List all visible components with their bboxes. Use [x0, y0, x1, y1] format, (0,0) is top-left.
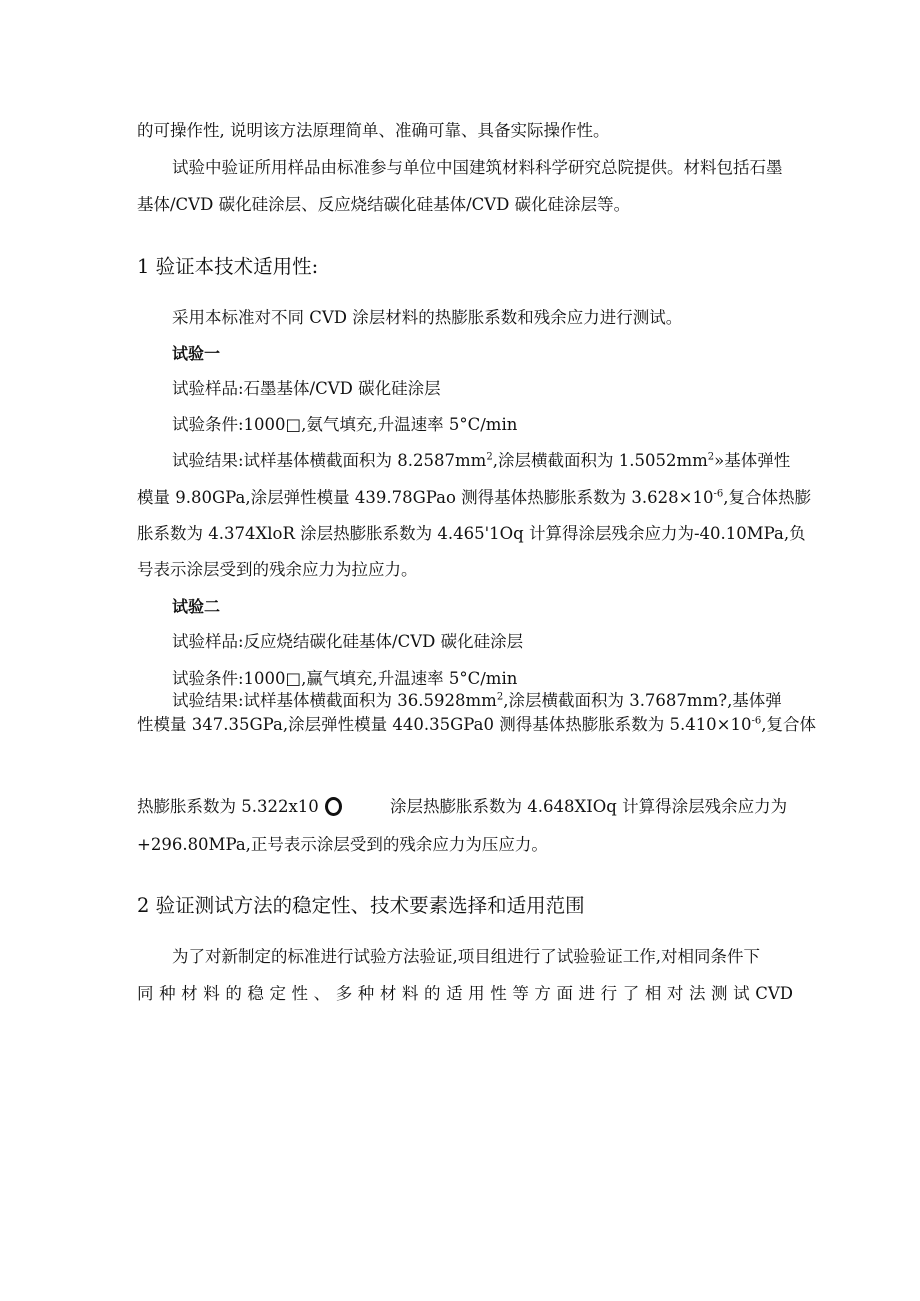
test-1-result-line [172, 450, 790, 472]
text-run: ,涂层横截面积为 3.7687mm?,基体弹 [503, 691, 782, 710]
test-2-result-line: 涂层热膨胀系数为 4.648XIOq 计算得涂层残余应力为 [390, 797, 788, 816]
text-run: ,涂层横截面积为 1.5052mm [492, 451, 708, 470]
paragraph-line: 采用本标准对不同 CVD 涂层材料的热膨胀系数和残余应力进行测试。 [172, 308, 683, 327]
section-heading-1: 1 验证本技术适用性: [137, 255, 319, 278]
paragraph-line: 的可操作性, 说明该方法原理简单、准确可靠、具备实际操作性。 [137, 121, 610, 140]
paragraph-line: 同 种 材 料 的 稳 定 性 、 多 种 材 料 的 适 用 性 等 方 面 进 行 了 相 对 法 测 试 CVD [137, 984, 793, 1003]
test-2-condition: 试验条件:1000□,赢气填充,升温速率 5°C∕min [172, 669, 518, 688]
text-run: ,复合体 [761, 715, 817, 734]
test-2-sample: 试验样品:反应烧结碳化硅基体/CVD 碳化硅涂层 [172, 632, 524, 651]
superscript: -6 [751, 715, 762, 727]
circle-icon [325, 797, 342, 816]
section-heading-2: 2 验证测试方法的稳定性、技术要素选择和适用范围 [137, 894, 585, 917]
text-run: 试验结果:试样基体横截面积为 36.5928mm [172, 691, 497, 710]
test-1-result-line: 胀系数为 4.374XloR 涂层热膨胀系数为 4.465'1Oq 计算得涂层残余应力为-40.10MPa,负 [137, 524, 806, 543]
test-1-result-line: 号表示涂层受到的残余应力为拉应力。 [137, 560, 418, 579]
text-run: 模量 9.80GPa,涂层弹性模量 439.78GPao 测得基体热膨胀系数为 3.628×10 [137, 488, 714, 507]
test-1-sample: 试验样品:石墨基体/CVD 碳化硅涂层 [172, 379, 441, 398]
superscript: 2 [486, 451, 493, 463]
test-1-title: 试验一 [172, 344, 221, 363]
paragraph-line: 基体/CVD 碳化硅涂层、反应烧结碳化硅基体/CVD 碳化硅涂层等。 [137, 195, 631, 214]
text-run: 试验结果:试样基体横截面积为 8.2587mm [172, 451, 487, 470]
test-2-result-line [172, 690, 782, 712]
paragraph-line: 为了对新制定的标准进行试验方法验证,项目组进行了试验验证工作,对相同条件下 [172, 947, 760, 966]
test-2-title: 试验二 [172, 597, 221, 616]
test-1-result-line [137, 487, 811, 509]
test-2-result-line [137, 714, 816, 736]
superscript: 2 [496, 691, 504, 703]
test-2-result-line: +296.80MPa,正号表示涂层受到的残余应力为压应力。 [137, 835, 548, 854]
text-run: ,复合体热膨 [723, 488, 811, 507]
paragraph-line: 试验中验证所用样品由标准参与单位中国建筑材料科学研究总院提供。材料包括石墨 [172, 158, 783, 177]
test-1-condition: 试验条件:1000□,氨气填充,升温速率 5°C∕min [172, 415, 518, 434]
superscript: -6 [713, 488, 724, 500]
text-run: 性模量 347.35GPa,涂层弹性模量 440.35GPa0 测得基体热膨胀系数为 5.410×10 [137, 715, 752, 734]
test-2-result-line: 热膨胀系数为 5.322x10 [137, 797, 319, 816]
text-run: »基体弹性 [714, 451, 791, 470]
superscript: 2 [707, 451, 715, 463]
